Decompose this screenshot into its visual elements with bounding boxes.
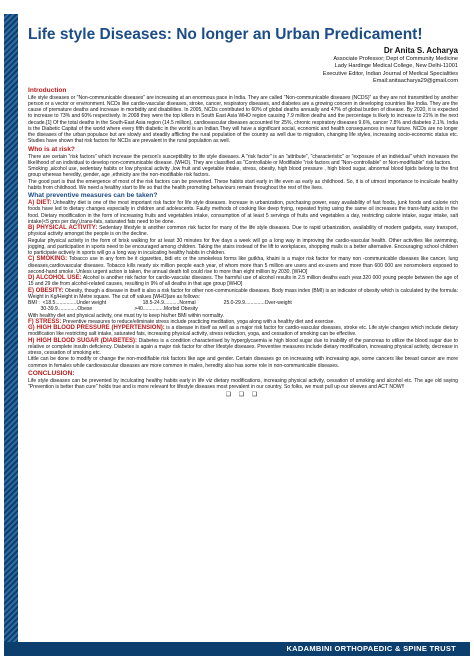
author-line: Associate Professor; Dept of Community Medicine: [333, 56, 458, 62]
diet-label: A) DIET:: [28, 200, 52, 207]
blood-sugar-text-2: Little can be done to modify or change the non-modifiable risk factors like age and gender. Certain diseases go on increasing with increasing age, some cancers like breast cancer are more common in females while cardiovascular diseases are more common in males, heredity also has some role in non-communicable diseases.: [28, 356, 458, 369]
smoking-paragraph: [28, 256, 458, 275]
stress-text: Preventive measures to reduce/eliminate stress include practicing meditation, yoga along with a healthy diet and exercise.: [61, 318, 335, 325]
blood-sugar-text: Diabetes is a condition characterised by hyperglycaemia ie high blood sugar due to inability of the pancreas to utilize the blood sugar due to relative or complete insulin deficiency. Diabetes is again a major risk factor for other lifestyle diseases. Preventive measures include dietary modification, increasing physical activity, decrease in stress, cessation of smoking etc.: [28, 337, 458, 357]
document-frame: [4, 14, 470, 656]
diet-paragraph: [28, 200, 458, 225]
physical-activity-text: Sedentary lifestyle is another common risk factor for many of the life style diseases. Due to rapid urbanization, availability of modern gadgets, easy transport, physical activity amongst the people is on the decline.: [28, 225, 458, 238]
article: [28, 14, 458, 644]
stress-label: F) STRESS:: [28, 318, 62, 325]
author-block: [28, 46, 458, 86]
author-line: Lady Hardinge Medical College, New Delhi-11001: [334, 63, 458, 70]
article-title: Life style Diseases: No longer an Urban Predicament!: [28, 26, 423, 43]
author-email: Email:anitaacharya29@gmail.com: [373, 78, 458, 85]
obesity-text: Obesity, though a disease in itself is also a risk factor for other non-communicable diseases. Body mass index (BMI) is an indicator of obesity which is calculated by the formula: Weight in Kg/Height in Metre square. The cut off values [WHO]are as follows:: [28, 287, 458, 300]
alcohol-paragraph: [28, 275, 458, 288]
intro-heading: Introduction: [28, 86, 67, 94]
blood-pressure-paragraph: [28, 325, 458, 338]
blood-pressure-text: is a disease in itself as well as a major risk factor for cardio-vascular diseases, stroke etc. Life style changes which include dietary modification like restricting salt intake, saturated fats, increasing physical activity, stress reduction, yoga, and cessation of smoking can be effective.: [28, 325, 458, 338]
physical-activity-text-2: Regular physical activity in the form of brisk walking for at least 30 minutes for five days a week will go a long way in improving the cardio-vascular health. Other activities like swimming, jogging, and participation in sports need to be encouraged among children. Taking the stairs instead of the lift to workplaces, shopping malls is a better alternative. Encouraging school children to participate actively in sports will go a long way in inculcating healthy habits in children.: [28, 237, 458, 257]
conclusion-heading: CONCLUSION:: [28, 369, 75, 377]
who-text-2: Smoking ,alcohol use, sedentary habits or low physical activity ,low fruit and vegetable intake, stress, obesity, high blood pressure , high blood sugar, abnormal blood lipids belong to the first group whereas heredity, gender, age ,ethnicity are the non-modifiable risk factors.: [28, 166, 458, 179]
who-text: There are certain "risk factors" which increase the person's susceptibility to life style diseases. A "risk factor" is an "attribute", "characteristic" or "exposure of an individual" which increases the likelihood of an individual to develop non-communicable disease. (WHO). They are classified as "Controllable or Modifiable "risk factors and "Non-controllable" or Non-modifiable" risk factors.: [28, 153, 458, 166]
blood-sugar-label: H) HIGH BLOOD SUGAR (DIABETES):: [28, 337, 138, 344]
intro-text: Life style diseases or "Non-communicable diseases" are increasing at an enormous pace in India. They are called "Non-communicable diseases (NCDS)" as they are not transmitted by another person or a vector or environment. NCDs like cardio-vascular diseases, stroke, cancer, respiratory diseases, and diabetes are a growing concern in developing countries like India. They are the cause of premature deaths and increase in morbidity and disabilities. In 2005, NCDs contributed to 60% of global deaths annually and 47% of global burden of disease. By 2020, it is expected to increase to 73% and 60% respectively. In 2008 they were the top killers in South East Asia WHO region causing 7.9 million deaths and the percentage is likely to increase to 21% in the next decade.[1] Of the total deaths in the South-East Asia region (14.5 million), cardiovascular diseases accounted for 25%, chronic respiratory diseases 9.6%, cancer 7.8% and diabetes 2.1%. India is the Diabetic Capital of the world where every fifth diabetic in the world is an Indian.They will have a significant social, economic and health consequences in near future. NCDs are no longer the diseases of the urban populace but are slowly and steadily afflicting the rural population of the country as well due to migration, changing life styles, increasing socio-economic status etc. Studies have shown that risk factors for NCDs are prevalent in the rural population as well.: [28, 94, 458, 145]
smoking-label: C) SMOKING:: [28, 256, 68, 263]
author-line: Executive Editor, Indian Journal of Medical Specialities: [322, 70, 458, 77]
blood-sugar-paragraph: [28, 338, 458, 357]
bmi-table-row-1: BMI : <18.5...............Under weight 18.5-24.9...........Normal 25.0-29.9..............Over-weight: [28, 300, 292, 307]
blood-pressure-label: G) HIGH BLOOD PRESSURE (HYPERTENSION):: [28, 325, 165, 332]
conclusion-text: Life style diseases can be prevented by inculcating healthy habits early in life viz dietary modifications, increasing physical activity, cessation of smoking and alcohol etc. The age old saying "Prevention is better than cure" holds true and is more relevant for lifestyle diseases most prevalent in our country. So folks, we must pull up our sleeves and ACT NOW!!: [28, 377, 458, 391]
footer-text: KADAMBINI ORTHOPAEDIC & SPINE TRUST: [286, 644, 456, 653]
prevention-heading: What preventive measures can be taken?: [28, 192, 158, 200]
obesity-text-2: With healthy diet and physical activity, one must try to keep his/her BMI within normality.: [28, 312, 224, 319]
alcohol-text: Alcohol is another risk factor for cardio-vascular diseases. The harmful use of alcohol results in 2.5 million deaths each year.320 000 young people between the age of 15 and 29 die from alcohol-related causes, resulting in 9% of all deaths in that age group [WHO]: [28, 275, 458, 288]
physical-activity-label: B) PHYSICAL ACTIVITY:: [28, 225, 98, 232]
decorative-sidebar: [4, 14, 18, 656]
who-text-3: The good part is that the emergence of most of the risk factors can be prevented. These habits start early in life even as early as childhood. So, it is of utmost importance to inculcate healthy habits from childhood. We need a healthy start to life so that the health promoting behaviours remain throughout the rest of the lives.: [28, 178, 458, 191]
footer-bar: [4, 642, 470, 656]
alcohol-label: D) ALCOHOL USE:: [28, 275, 82, 282]
smoking-text: Tobacco use in any form be it cigarettes, bidi etc or the smokeless forms like gutkha, khaini is a major risk factor for many non -communicable diseases like cancer, lung diseases,cardiovascular diseases. Tobacco kills nearly six million people each year, of whom more than 5 million are users and ex-users and more than 600 000 are nonsmokers exposed to second-hand smoke. Unless urgent action is taken, the annual death toll could rise to more than eight million by 2030. [WHO]: [28, 256, 458, 275]
who-heading: Who is at risk?: [28, 145, 75, 153]
bmi-table-row-2: 30-39.9..............Obese >40...............Morbid Obesity: [28, 306, 198, 313]
obesity-paragraph: [28, 288, 458, 301]
end-marks: ❑ ❑ ❑: [225, 392, 261, 399]
physical-activity-paragraph: [28, 225, 458, 238]
obesity-label: E) OBESITY:: [28, 287, 64, 294]
author-name: Dr Anita S. Acharya: [383, 46, 458, 55]
diet-text: Unhealthy diet is one of the most important risk factor for life style diseases. Increase in urbanization, purchasing power, easy availability of fast foods, junk foods and calorie rich foods have led to dietary changes especially in children and adolescents. Faulty methods of cooking like deep frying, repeated frying using the same oil increases the trans-fatty acids in the food. Dietary modification in the form of increasing fruits and vegetables intake, consumption of at least 5 servings of fruits and vegetables a day, restricting calorie intake, sugar intake, salt intake(<5 gms per day),trans-fats, saturated fats need to be done.: [28, 200, 458, 225]
